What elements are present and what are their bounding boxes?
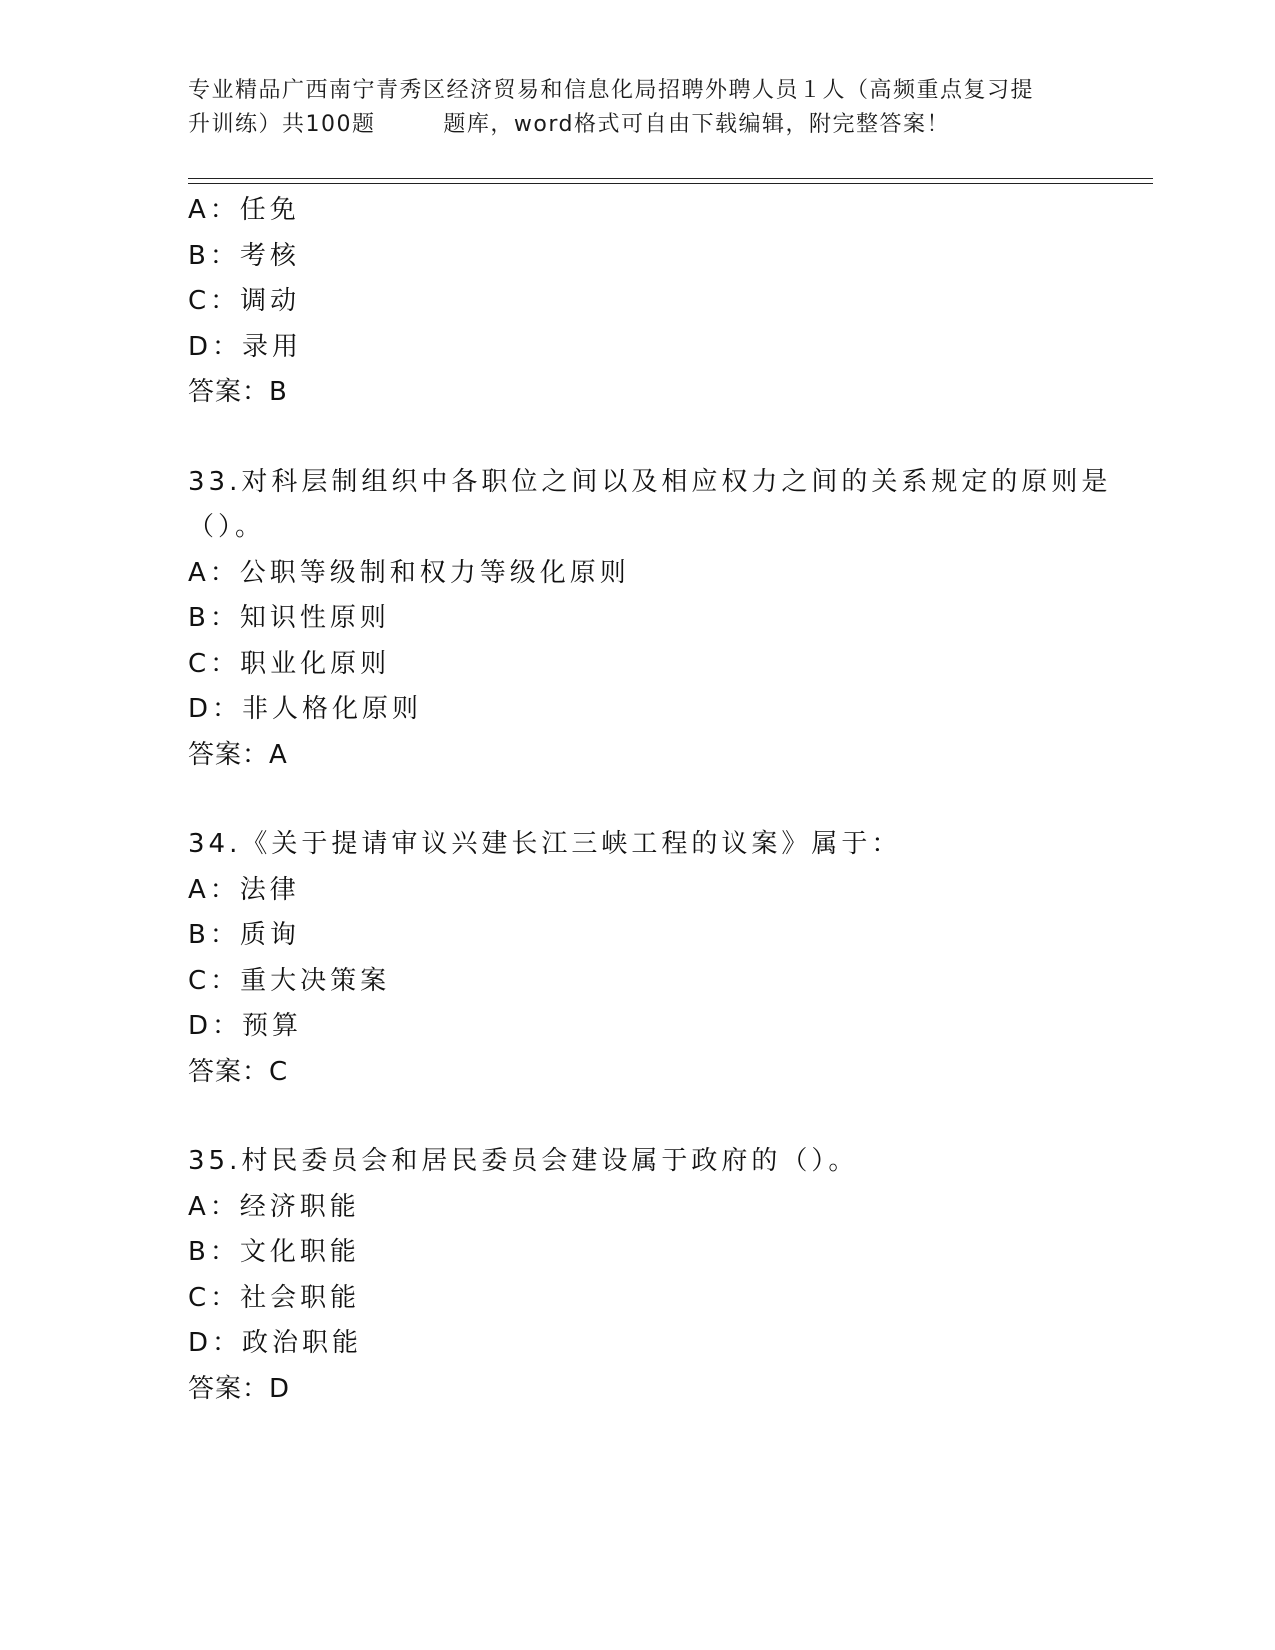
question-text: 34.《关于提请审议兴建长江三峡工程的议案》属于：	[188, 829, 902, 859]
option-a: A：法律	[188, 874, 300, 905]
question-block-32	[188, 188, 1088, 416]
spacer	[188, 416, 1088, 460]
option-a: A：任免	[188, 195, 300, 225]
option-a: A：公职等级制和权力等级化原则	[188, 557, 630, 588]
header-divider-bottom	[188, 183, 1153, 184]
option-b: B：质询	[188, 920, 300, 950]
option-d: D：录用	[188, 331, 303, 362]
option-c: C：调动	[188, 286, 301, 316]
answer-line: 答案：A	[188, 739, 288, 770]
option-c: C：社会职能	[188, 1282, 361, 1313]
answer-line: 答案：C	[188, 1056, 289, 1087]
option-c: C：职业化原则	[188, 648, 391, 679]
page-header	[188, 74, 1088, 142]
option-b: B：文化职能	[188, 1237, 360, 1267]
question-text: 33.对科层制组织中各职位之间以及相应权力之间的关系规定的原则是	[188, 466, 1112, 497]
question-list	[188, 188, 1112, 1412]
option-b: B：知识性原则	[188, 603, 390, 633]
header-title-line-1: 专业精品广西南宁青秀区经济贸易和信息化局招聘外聘人员１人（高频重点复习提	[188, 78, 1035, 103]
question-block-33	[188, 460, 1112, 779]
question-block-34	[188, 822, 1088, 1095]
answer-line: 答案：D	[188, 1373, 291, 1404]
spacer	[188, 778, 1088, 822]
option-d: D：政治职能	[188, 1328, 363, 1358]
header-title-line-2: 升训练）共100题 题库，word格式可自由下载编辑，附完整答案！	[188, 112, 951, 137]
question-text: 35.村民委员会和居民委员会建设属于政府的（）。	[188, 1146, 859, 1176]
option-d: D：非人格化原则	[188, 694, 423, 724]
answer-line: 答案：B	[188, 377, 288, 407]
option-c: C：重大决策案	[188, 965, 391, 996]
option-b: B：考核	[188, 240, 300, 271]
question-text-continued: （）。	[188, 512, 266, 542]
header-divider-top	[188, 178, 1153, 179]
spacer	[188, 1095, 1088, 1139]
option-d: D：预算	[188, 1011, 303, 1041]
question-block-35	[188, 1139, 1088, 1412]
option-a: A：经济职能	[188, 1191, 360, 1222]
